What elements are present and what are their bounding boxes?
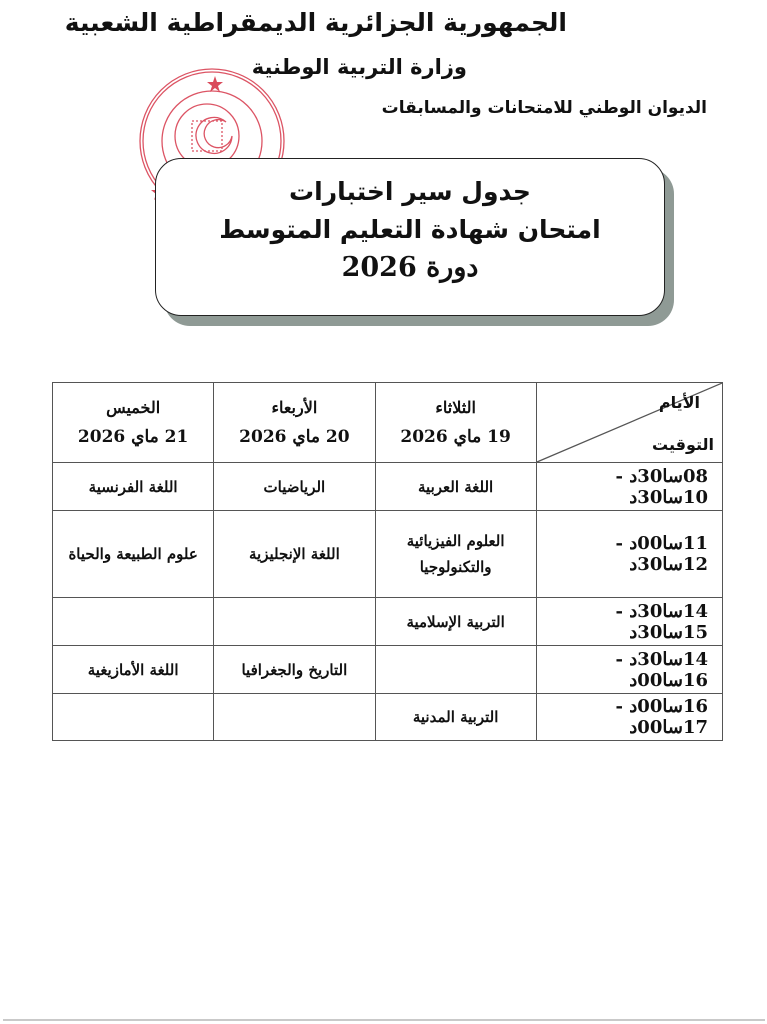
title-line-exam: امتحان شهادة التعليم المتوسط: [219, 215, 601, 244]
day-header-wednesday: الأربعاء 20 ماي 2026: [214, 383, 375, 463]
subject-cell: الرياضيات: [214, 463, 375, 511]
time-slot: 16سا00د - 17سا00د: [536, 694, 722, 741]
title-box: [155, 158, 665, 316]
table-row: [53, 463, 723, 511]
page-bottom-edge: [3, 1019, 765, 1021]
table-header-row: [53, 383, 723, 463]
subject-cell: اللغة الأمازيغية: [53, 646, 214, 694]
subject-cell: التربية المدنية: [375, 694, 536, 741]
title-line-schedule: جدول سير اختبارات: [289, 177, 531, 206]
days-label: الأيام: [658, 393, 700, 412]
table-row: [53, 511, 723, 598]
subject-cell: [53, 598, 214, 646]
subject-cell: [214, 694, 375, 741]
time-slot: 14سا30د - 16سا00د: [536, 646, 722, 694]
header-country: الجمهورية الجزائرية الديمقراطية الشعبية: [64, 8, 567, 37]
subject-cell: اللغة الإنجليزية: [214, 511, 375, 598]
corner-header-cell: [536, 383, 722, 463]
subject-cell: [214, 598, 375, 646]
day-header-thursday: الخميس 21 ماي 2026: [53, 383, 214, 463]
header-office: الديوان الوطني للامتحانات والمسابقات: [381, 98, 707, 118]
subject-cell: التربية الإسلامية: [375, 598, 536, 646]
time-slot: 14سا30د - 15سا30د: [536, 598, 722, 646]
subject-cell: العلوم الفيزيائية والتكنولوجيا: [375, 511, 536, 598]
subject-cell: [375, 646, 536, 694]
day-header-tuesday: الثلاثاء 19 ماي 2026: [375, 383, 536, 463]
time-slot: 11سا00د - 12سا30د: [536, 511, 722, 598]
header-ministry: وزارة التربية الوطنية: [251, 55, 467, 79]
subject-cell: اللغة الفرنسية: [53, 463, 214, 511]
subject-cell: التاريخ والجغرافيا: [214, 646, 375, 694]
title-line-session: دورة 2026: [341, 252, 479, 283]
time-slot: 08سا30د - 10سا30د: [536, 463, 722, 511]
subject-cell: علوم الطبيعة والحياة: [53, 511, 214, 598]
table-row: [53, 598, 723, 646]
exam-schedule-table: [52, 382, 723, 741]
table-row: [53, 646, 723, 694]
timing-label: التوقيت: [652, 435, 714, 454]
table-row: [53, 694, 723, 741]
subject-cell: اللغة العربية: [375, 463, 536, 511]
subject-cell: [53, 694, 214, 741]
